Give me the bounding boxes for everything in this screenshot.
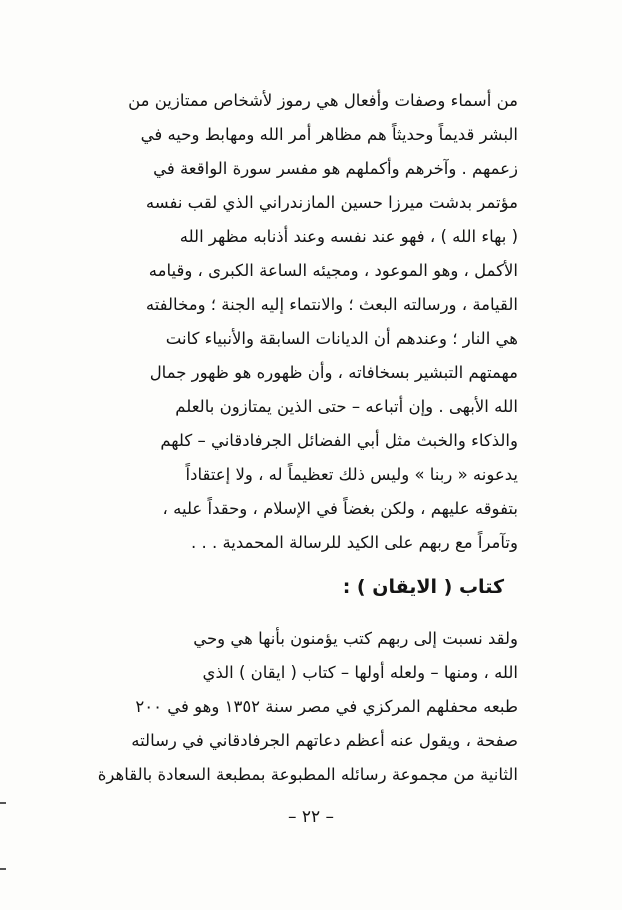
text-line: البشر قديماً وحديثاً هم مظاهر أمر الله ومهابط وحيه في (140, 125, 518, 144)
page-number: – ٢٢ – (287, 807, 335, 827)
text-line: الثانية من مجموعة رسائله المطبوعة بمطبعة السعادة بالقاهرة (97, 765, 518, 784)
text-line: من أسماء وصفات وأفعال هي رموز لأشخاص ممتازين من (128, 91, 518, 110)
scan-edge-mark (0, 802, 6, 804)
text-line: يدعونه « ربنا » وليس ذلك تعظيماً له ، ولا إعتقاداً (185, 465, 518, 484)
text-line: صفحة ، ويقول عنه أعظم دعاتهم الجرفادقاني في رسالته (131, 731, 518, 750)
text-line: وتآمراً مع ربهم على الكيد للرسالة المحمدية . . . (190, 533, 518, 552)
text-line: مؤتمر بدشت ميرزا حسين المازندراني الذي لقب نفسه (145, 193, 518, 212)
text-line: بتفوقه عليهم ، ولكن بغضاً في الإسلام ، وحقداً عليه ، (162, 499, 518, 518)
text-line: طبعه محفلهم المركزي في مصر سنة ١٣٥٢ وهو في ٢٠٠ (135, 697, 518, 716)
scan-edge-mark (0, 868, 6, 870)
text-line: والذكاء والخبث مثل أبي الفضائل الجرفادقاني – كلهم (160, 431, 518, 450)
text-line: الله ، ومنها – ولعله أولها – كتاب ( ايقان ) الذي (202, 663, 518, 682)
text-line: الأكمل ، وهو الموعود ، ومجيئه الساعة الكبرى ، وقيامه (148, 261, 518, 280)
text-line: زعمهم . وآخرهم وأكملهم هو مفسر سورة الواقعة في (153, 159, 518, 178)
text-line: مهمتهم التبشير بسخافاته ، وأن ظهوره هو ظهور جمال (149, 363, 518, 382)
text-line: الله الأبهى . وإن أتباعه – حتى الذين يمتازون بالعلم (175, 397, 518, 416)
text-line: ولقد نسبت إلى ربهم كتب يؤمنون بأنها هي وحي (193, 629, 518, 648)
text-line: ( بهاء الله ) ، فهو عند نفسه وعند أذنابه مظهر الله (179, 227, 518, 246)
text-line: القيامة ، ورسالته البعث ؛ والانتماء إليه الجنة ؛ ومخالفته (145, 295, 518, 314)
section-heading: كتاب ( الايقان ) : (342, 576, 504, 598)
text-line: هي النار ؛ وعندهم أن الديانات السابقة والأنبياء كانت (165, 329, 518, 348)
